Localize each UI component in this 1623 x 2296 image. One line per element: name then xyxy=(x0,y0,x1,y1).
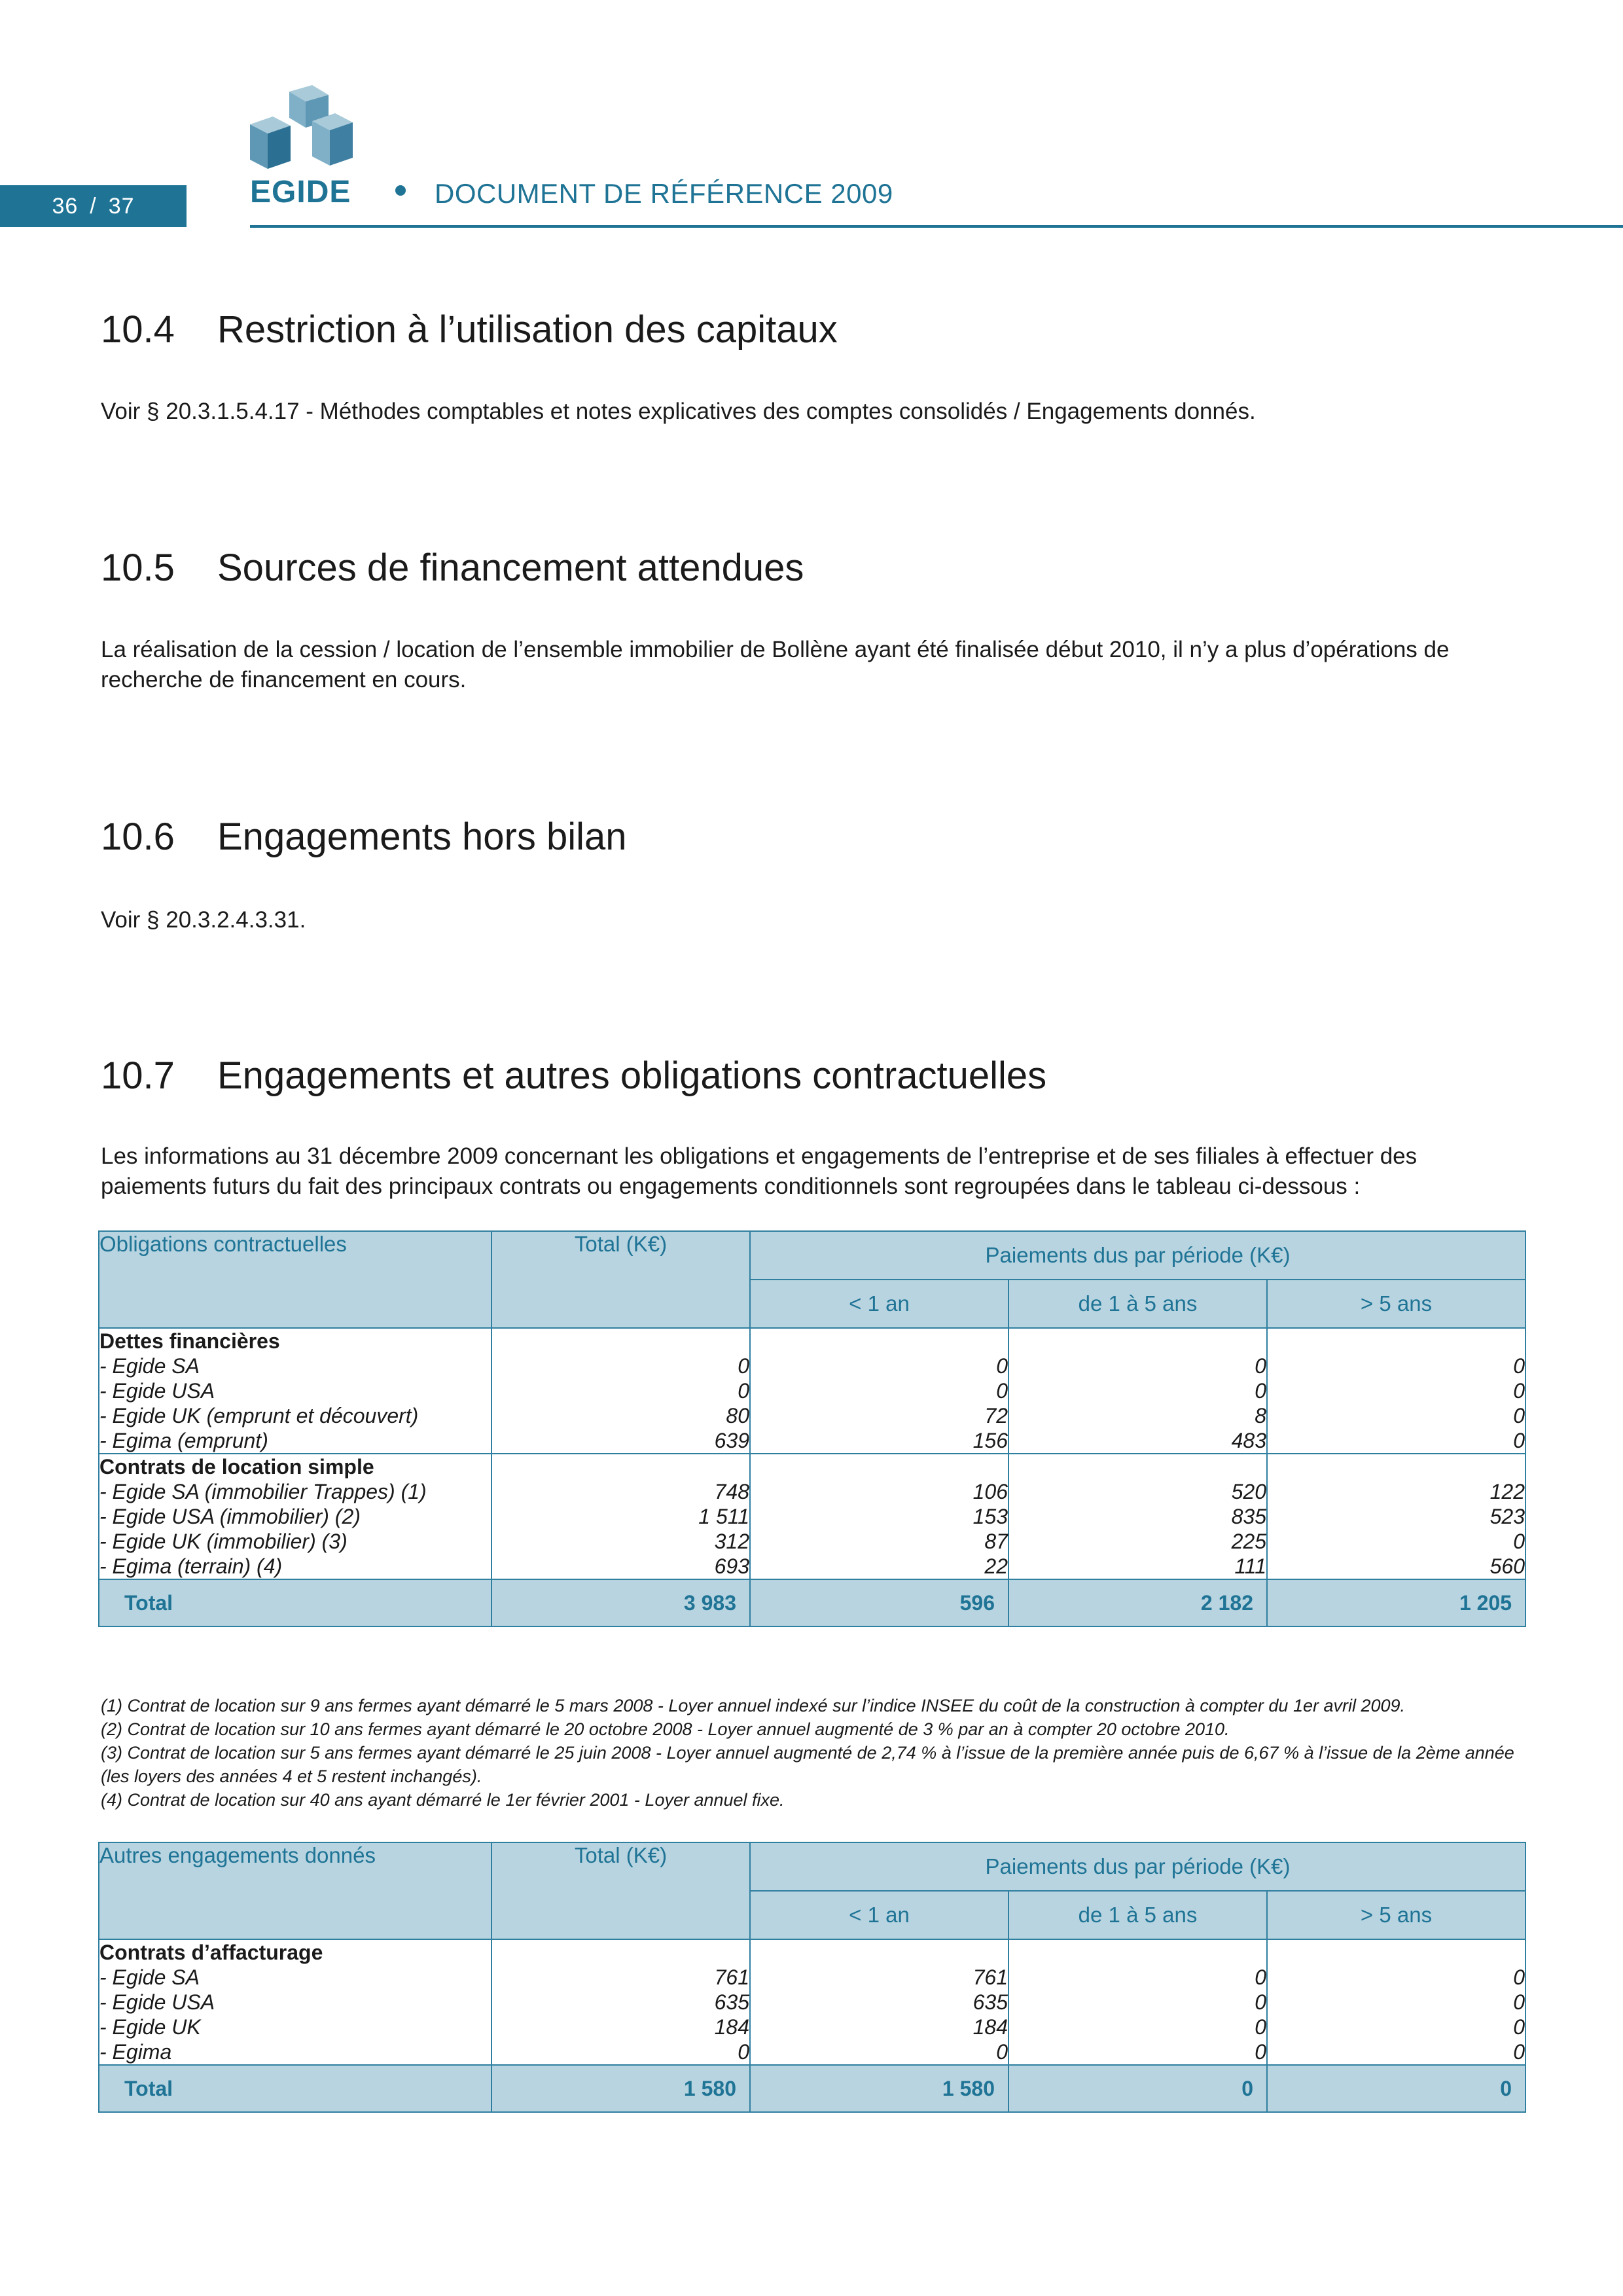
header-total: Total (K€) xyxy=(491,1842,750,1939)
total-1to5: 2 182 xyxy=(1008,1579,1267,1626)
cell-value: 0 xyxy=(1513,1965,1525,1989)
contractual-obligations-table xyxy=(98,1230,1526,1627)
cell-value: 106 xyxy=(972,1480,1008,1503)
section-text-10-5: La réalisation de la cession / location de l’ensemble immobilier de Bollène ayant été finalisée début 2010, il n’y a plus d’opérations de recherche de financement en cours. xyxy=(101,637,1450,692)
section-number: 10.7 xyxy=(101,1054,175,1097)
page-number-tab xyxy=(0,185,187,227)
total-values xyxy=(491,1454,750,1579)
section-heading-10-7 xyxy=(101,1054,1046,1098)
section-title: Sources de financement attendues xyxy=(217,547,804,589)
lt1-values xyxy=(750,1328,1008,1454)
cell-value: 693 xyxy=(714,1554,749,1578)
1to5-values xyxy=(1008,1939,1267,2065)
table-total-row xyxy=(99,2065,1525,2112)
header-1to5: de 1 à 5 ans xyxy=(1008,1280,1267,1328)
section-heading-10-5 xyxy=(101,546,804,590)
cell-value: 523 xyxy=(1489,1505,1525,1528)
group-labels xyxy=(99,1939,491,2065)
total-value: 1 580 xyxy=(491,2065,750,2112)
cell-value: 184 xyxy=(972,2015,1008,2039)
group-heading: Contrats de location simple xyxy=(99,1455,374,1479)
total-values xyxy=(491,1328,750,1454)
cell-value: 8 xyxy=(1255,1404,1266,1427)
header-total: Total (K€) xyxy=(491,1231,750,1328)
cell-value: 748 xyxy=(714,1480,749,1503)
cell-value: 635 xyxy=(714,1990,749,2014)
group-labels xyxy=(99,1328,491,1454)
table-total-row xyxy=(99,1579,1525,1626)
row-label: - Egide SA (immobilier Trappes) (1) xyxy=(99,1480,427,1503)
gt5-values xyxy=(1267,1454,1525,1579)
lt1-values xyxy=(750,1454,1008,1579)
cell-value: 0 xyxy=(1513,1429,1525,1452)
header-period: Paiements dus par période (K€) xyxy=(750,1231,1525,1280)
cell-value: 0 xyxy=(1513,1404,1525,1427)
cell-value: 0 xyxy=(738,1379,749,1403)
header-obligations: Obligations contractuelles xyxy=(99,1231,491,1328)
section-title: Engagements et autres obligations contractuelles xyxy=(217,1054,1047,1097)
cell-value: 111 xyxy=(1234,1554,1266,1578)
header-gt5: > 5 ans xyxy=(1267,1891,1525,1939)
row-label: - Egide USA (immobilier) (2) xyxy=(99,1505,361,1528)
header-divider xyxy=(250,225,1623,228)
total-gt5: 0 xyxy=(1267,2065,1525,2112)
cell-value: 0 xyxy=(1513,2040,1525,2064)
footnote: (4) Contrat de location sur 40 ans ayant démarré le 1er février 2001 - Loyer annuel fixe. xyxy=(101,1790,785,1810)
total-1to5: 0 xyxy=(1008,2065,1267,2112)
cell-value: 156 xyxy=(972,1429,1008,1452)
cell-value: 639 xyxy=(714,1429,749,1452)
cell-value: 0 xyxy=(738,2040,749,2064)
row-label: - Egima (emprunt) xyxy=(99,1429,268,1452)
cell-value: 0 xyxy=(1513,1379,1525,1403)
row-label: - Egide UK xyxy=(99,2015,201,2039)
logo-text: EGIDE xyxy=(250,175,351,209)
cell-value: 0 xyxy=(1255,2015,1266,2039)
row-label: - Egide USA xyxy=(99,1379,215,1403)
section-number: 10.6 xyxy=(101,816,175,858)
cell-value: 225 xyxy=(1231,1530,1266,1553)
row-label: - Egima xyxy=(99,2040,172,2064)
cell-value: 0 xyxy=(1255,1965,1266,1989)
1to5-values xyxy=(1008,1328,1267,1454)
footnote: (2) Contrat de location sur 10 ans fermes ayant démarré le 20 octobre 2008 - Loyer annuel augmenté de 3 % par an à compter 20 octobre 2010. xyxy=(101,1719,1230,1739)
row-label: - Egide UK (emprunt et découvert) xyxy=(99,1404,419,1427)
section-number: 10.5 xyxy=(101,547,175,589)
section-text-10-6: Voir § 20.3.2.4.3.31. xyxy=(101,907,306,933)
section-heading-10-6 xyxy=(101,815,627,859)
cell-value: 635 xyxy=(972,1990,1008,2014)
page-separator: / xyxy=(90,193,97,219)
gt5-values xyxy=(1267,1939,1525,2065)
row-label: - Egide UK (immobilier) (3) xyxy=(99,1530,348,1553)
total-label: Total xyxy=(99,1579,491,1626)
header-bullet xyxy=(395,185,406,196)
cell-value: 0 xyxy=(996,2040,1008,2064)
cell-value: 761 xyxy=(972,1965,1008,1989)
cell-value: 72 xyxy=(984,1404,1008,1427)
cell-value: 483 xyxy=(1231,1429,1266,1452)
cell-value: 0 xyxy=(1513,1990,1525,2014)
cell-value: 1 511 xyxy=(698,1505,749,1528)
footnotes xyxy=(101,1694,1527,1812)
header-commitments: Autres engagements donnés xyxy=(99,1842,491,1939)
cell-value: 153 xyxy=(972,1505,1008,1528)
cell-value: 520 xyxy=(1231,1480,1266,1503)
section-title: Restriction à l’utilisation des capitaux xyxy=(217,308,838,351)
group-heading: Contrats d’affacturage xyxy=(99,1941,323,1964)
section-heading-10-4 xyxy=(101,308,838,351)
cell-value: 0 xyxy=(1255,1990,1266,2014)
cell-value: 0 xyxy=(1513,2015,1525,2039)
cell-value: 122 xyxy=(1489,1480,1525,1503)
cell-value: 0 xyxy=(996,1354,1008,1378)
cell-value: 80 xyxy=(726,1404,749,1427)
cell-value: 87 xyxy=(984,1530,1008,1553)
header-gt5: > 5 ans xyxy=(1267,1280,1525,1328)
group-heading: Dettes financières xyxy=(99,1329,280,1353)
footnote: (1) Contrat de location sur 9 ans fermes ayant démarré le 5 mars 2008 - Loyer annuel indexé sur l’indice INSEE du coût de la construction à compter du 1er avril 2009. xyxy=(101,1696,1406,1715)
total-lt1: 596 xyxy=(750,1579,1008,1626)
table-row-group xyxy=(99,1454,1525,1579)
total-label: Total xyxy=(99,2065,491,2112)
cell-value: 0 xyxy=(1255,1354,1266,1378)
cell-value: 0 xyxy=(738,1354,749,1378)
header-lt1: < 1 an xyxy=(750,1280,1008,1328)
header-1to5: de 1 à 5 ans xyxy=(1008,1891,1267,1939)
cell-value: 0 xyxy=(1255,1379,1266,1403)
group-labels xyxy=(99,1454,491,1579)
cell-value: 560 xyxy=(1489,1554,1525,1578)
other-commitments-table xyxy=(98,1842,1526,2113)
total-value: 3 983 xyxy=(491,1579,750,1626)
cell-value: 835 xyxy=(1231,1505,1266,1528)
total-values xyxy=(491,1939,750,2065)
1to5-values xyxy=(1008,1454,1267,1579)
page-total: 37 xyxy=(108,193,135,219)
header-period: Paiements dus par période (K€) xyxy=(750,1842,1525,1891)
cell-value: 184 xyxy=(714,2015,749,2039)
header-lt1: < 1 an xyxy=(750,1891,1008,1939)
section-number: 10.4 xyxy=(101,308,175,351)
section-text-10-7: Les informations au 31 décembre 2009 concernant les obligations et engagements de l’entreprise et de ses filiales à effectuer des paiements futurs du fait des principaux contrats ou engagements conditionnels sont regroupées dans le tableau ci-dessous : xyxy=(101,1143,1418,1199)
table-row-group xyxy=(99,1328,1525,1454)
row-label: - Egide SA xyxy=(99,1965,200,1989)
table-row-group xyxy=(99,1939,1525,2065)
page-current: 36 xyxy=(52,193,79,219)
cell-value: 22 xyxy=(984,1554,1008,1578)
row-label: - Egide SA xyxy=(99,1354,200,1378)
section-text-10-4: Voir § 20.3.1.5.4.17 - Méthodes comptables et notes explicatives des comptes consolidés / Engagements donnés. xyxy=(101,399,1256,424)
cell-value: 312 xyxy=(714,1530,749,1553)
section-title: Engagements hors bilan xyxy=(217,816,627,858)
document-title: DOCUMENT DE RÉFÉRENCE 2009 xyxy=(435,178,893,209)
lt1-values xyxy=(750,1939,1008,2065)
footnote: (3) Contrat de location sur 5 ans fermes ayant démarré le 25 juin 2008 - Loyer annuel augmenté de 2,74 % à l’issue de la première année puis de 6,67 % à l’issue de la 2ème année (les loyers des années 4 et 5 restent inchangés). xyxy=(101,1743,1514,1786)
cell-value: 0 xyxy=(1255,2040,1266,2064)
total-gt5: 1 205 xyxy=(1267,1579,1525,1626)
row-label: - Egima (terrain) (4) xyxy=(99,1554,283,1578)
row-label: - Egide USA xyxy=(99,1990,215,2014)
cell-value: 0 xyxy=(1513,1530,1525,1553)
cell-value: 0 xyxy=(1513,1354,1525,1378)
cell-value: 761 xyxy=(714,1965,749,1989)
gt5-values xyxy=(1267,1328,1525,1454)
cell-value: 0 xyxy=(996,1379,1008,1403)
total-lt1: 1 580 xyxy=(750,2065,1008,2112)
